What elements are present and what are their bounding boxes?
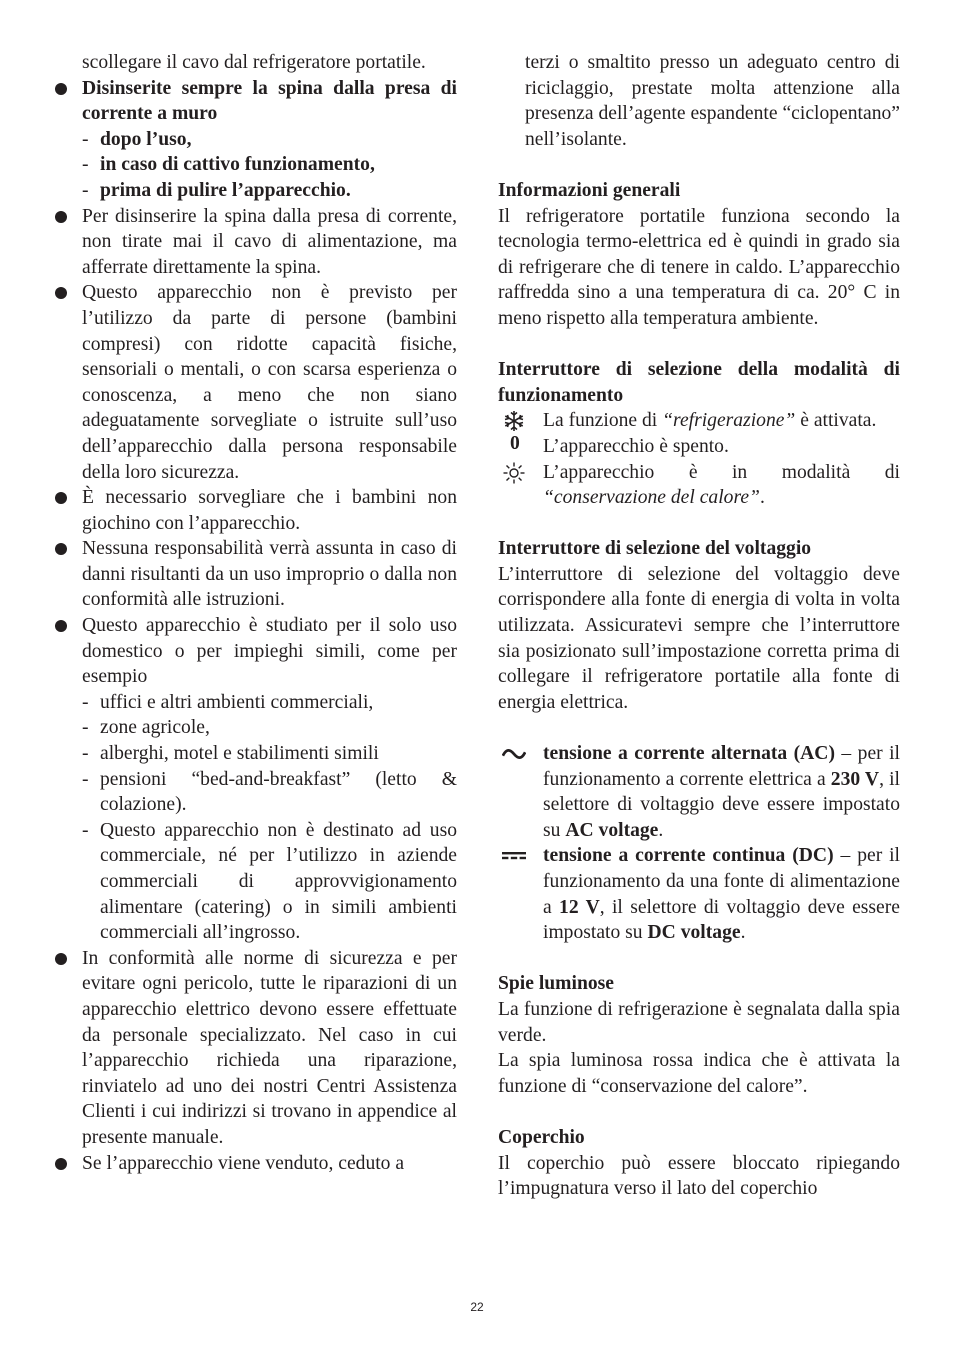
bullet-unplug (55, 76, 457, 127)
bullet-domestic-use: Questo apparecchio è studiato per il solo uso domestico o per impieghi simili, come per esempio (55, 613, 457, 690)
heading-lid: Coperchio (498, 1126, 585, 1148)
bullet-dot (55, 953, 67, 965)
bullet-children: È necessario sorvegliare che i bambini non giochino con l’apparecchio. (55, 485, 457, 536)
dash-item: - uffici e altri ambienti commerciali, (82, 691, 374, 713)
mode-warming: L’apparecchio è in modalità di “conservazione del calore”. (498, 460, 900, 511)
bullet-cable: Per disinserire la spina dalla presa di corrente, non tirate mai il cavo di alimentazione, ma afferrate direttamente la spina. (55, 204, 457, 281)
bullet-dot (55, 211, 67, 223)
bullet-dot (55, 492, 67, 504)
bullet-liability: Nessuna responsabilità verrà assunta in caso di danni risultanti da un uso improprio o dalla non conformità alle istruzioni. (55, 536, 457, 613)
snowflake-icon (502, 411, 526, 431)
ac-wave-icon (502, 744, 526, 764)
off-symbol: 0 (510, 433, 520, 455)
right-column (498, 50, 900, 1202)
bullet-repairs: In conformità alle norme di sicurezza e per evitare ogni pericolo, tutte le riparazioni di un apparecchio elettrico devono essere effettuate da personale specializzato. Nel caso in cui l’apparecchio richieda una riparazione, rinviatelo ad uno dei nostri Centri Assistenza Clienti i cui indirizzi si trovano in appendice al presente manuale. (55, 946, 457, 1151)
intro-continuation: scollegare il cavo dal refrigeratore portatile. (82, 52, 426, 73)
dash-item: - pensioni “bed-and-breakfast” (letto & colazione). (82, 768, 457, 816)
dash-item: - alberghi, motel e stabilimenti simili (82, 743, 379, 765)
bullet-dot (55, 287, 67, 299)
dc-lines-icon (502, 846, 526, 866)
voltage-text: L’interruttore di selezione del voltaggio deve corrispondere alla fonte di energia di volta in volta utilizzata. Assicuratevi sempre che l’interruttore sia posizionato sull’impostazione corretta prima di collegare il refrigeratore portatile alla fonte di energia elettrica. (498, 563, 900, 713)
general-info-text: Il refrigeratore portatile funziona secondo la tecnologia termo-elettrica ed è quindi in grado sia di refrigerare che di tenere in caldo. L’apparecchio raffredda sino a una temperatura di ca. 20° C in meno rispetto alla temperatura ambiente. (498, 205, 900, 329)
lights-text-red: La spia luminosa rossa indica che è attivata la funzione di “conservazione del calore”. (498, 1050, 900, 1097)
bullet-dot (55, 620, 67, 632)
bullet-disposal: Se l’apparecchio viene venduto, ceduto a (55, 1151, 457, 1177)
mode-cooling: La funzione di “refrigerazione” è attivata. (498, 408, 900, 434)
lights-text-green: La funzione di refrigerazione è segnalata dalla spia verde. (498, 998, 900, 1046)
bullet-persons: Questo apparecchio non è previsto per l’utilizzo da parte di persone (bambini compresi) con ridotte capacità fisiche, sensoriali o mentali, o con scarsa esperienza o conoscenza, a meno che non siano adeguatamente sorvegliate o istruite sull’uso dell’apparecchio dalla persona responsabile della loro sicurezza. (55, 280, 457, 485)
dash-item: - in caso di cattivo funzionamento, (82, 154, 375, 176)
heading-general-info: Informazioni generali (498, 179, 681, 201)
bullet-unplug-title: Disinserite sempre la spina dalla presa di corrente a muro (82, 77, 457, 125)
mode-off: 0 L’apparecchio è spento. (510, 433, 729, 457)
left-column (55, 50, 457, 1176)
sun-icon (502, 463, 526, 483)
heading-mode-switch: Interruttore di selezione della modalità di funzionamento (498, 359, 900, 406)
dash-item: - Questo apparecchio non è destinato ad uso commerciale, né per l’utilizzo in aziende commerciali di approvvigionamento alimentare (catering) o in simili ambienti commerciali all’ingrosso. (82, 819, 457, 944)
voltage-ac: tensione a corrente alternata (AC) – per il funzionamento a corrente elettrica a 230 V, il selettore di voltaggio deve essere impostato su AC voltage. (498, 741, 900, 843)
bullet-dot (55, 83, 67, 95)
lid-text: Il coperchio può essere bloccato ripiegando l’impugnatura verso il lato del coperchio (498, 1152, 900, 1200)
voltage-dc: tensione a corrente continua (DC) – per il funzionamento da una fonte di alimentazione a 12 V, il selettore di voltaggio deve essere impostato su DC voltage. (498, 843, 900, 945)
bullet-dot (55, 543, 67, 555)
disposal-continuation: terzi o smaltito presso un adeguato centro di riciclaggio, prestate molta attenzione alla presenza dell’agente espandente “ciclopentano” nell’isolante. (525, 52, 900, 150)
page-number: 22 (470, 1300, 484, 1314)
dash-item: - prima di pulire l’apparecchio. (82, 179, 351, 201)
dash-item: - zone agricole, (82, 717, 210, 739)
heading-indicator-lights: Spie luminose (498, 973, 614, 995)
heading-voltage-switch: Interruttore di selezione del voltaggio (498, 538, 812, 560)
bullet-dot (55, 1158, 67, 1170)
dash-item: - dopo l’uso, (82, 128, 192, 150)
